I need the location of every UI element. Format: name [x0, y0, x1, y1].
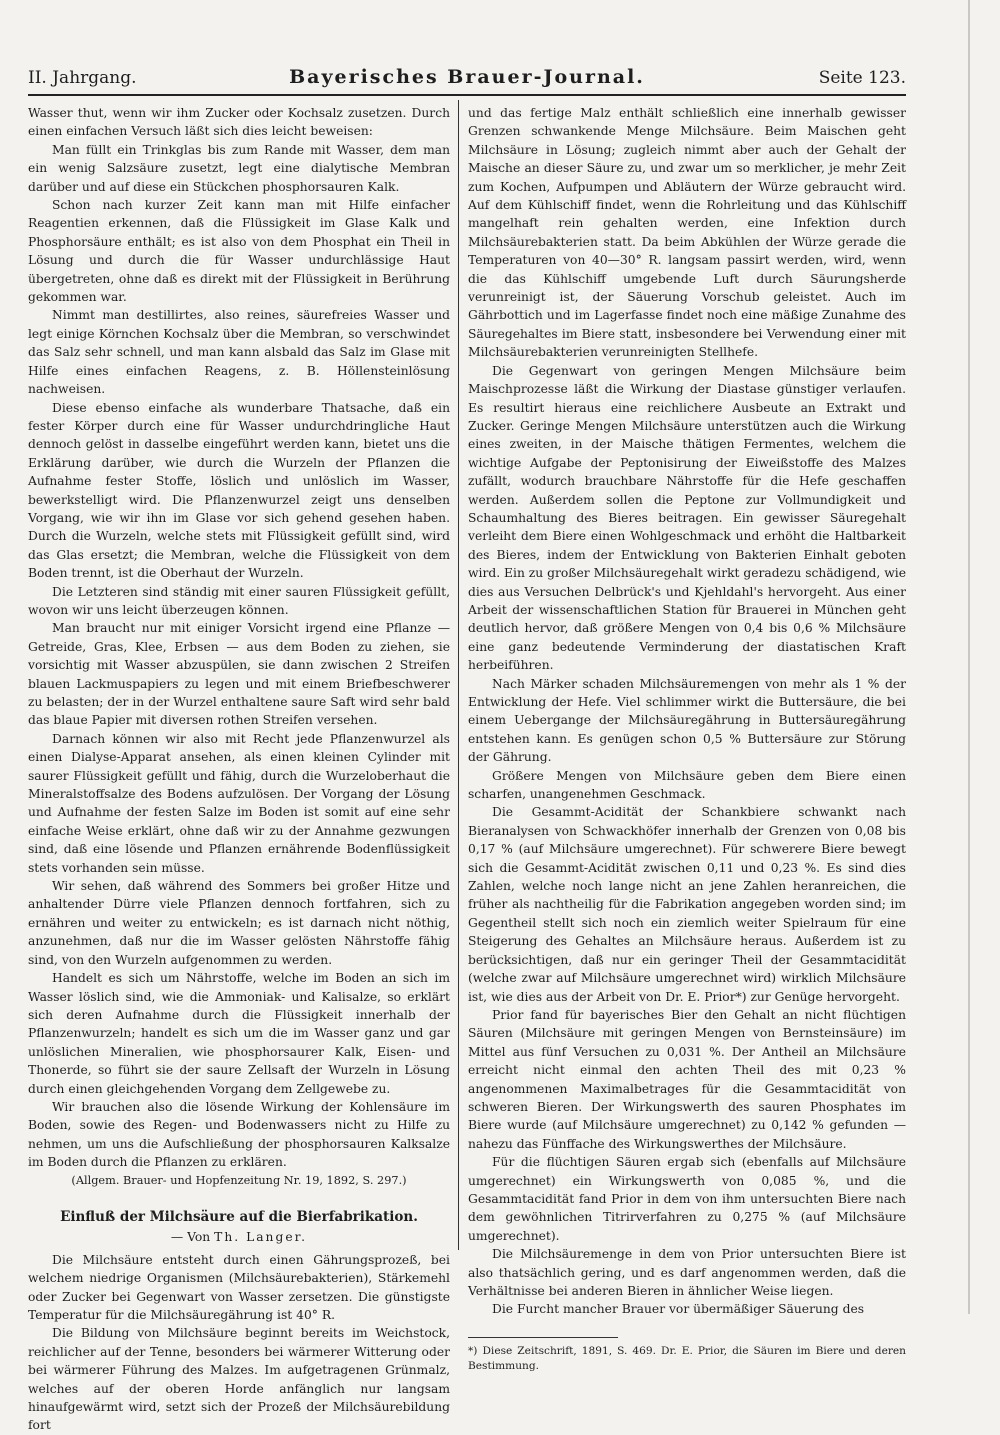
paragraph: Prior fand für bayerisches Bier den Gehalt an nicht flüchtigen Säuren (Milchsäure mit geringen Mengen von Bernsteinsäure) im Mittel aus fünf Versuchen zu 0,031 %. Der Antheil an Milchsäure erreicht nicht einmal den achten Theil des mit 0,23 % angenommenen Maximalbetrages für die Gesammtacidität von schweren Bieren. Der Wirkungswerth des sauren Phosphates im Biere wurde (auf Milchsäure umgerechnet) zu 0,142 % gefunden — nahezu das Fünffache des Wirkungswerthes der Milchsäure. [468, 1007, 906, 1151]
article-title: Einfluß der Milchsäure auf die Bierfabrikation. [60, 1208, 418, 1225]
byline-prefix: — Von [170, 1230, 211, 1245]
footnote-rule [468, 1337, 618, 1338]
paragraph: Größere Mengen von Milchsäure geben dem Biere einen scharfen, unangenehmen Geschmack. [468, 768, 906, 802]
paragraph: Man füllt ein Trinkglas bis zum Rande mit Wasser, dem man ein wenig Salzsäure zusetzt, legt eine dialytische Membran darüber und auf diese ein Stückchen phosphorsauren Kalk. [28, 142, 450, 194]
paragraph: Schon nach kurzer Zeit kann man mit Hilfe einfacher Reagentien erkennen, daß die Flüssigkeit im Glase Kalk und Phosphorsäure enthält; es ist also von dem Phosphat ein Theil in Lösung und durch die für Wasser undurchlässige Haut übergetreten, ohne daß es direkt mit der Flüssigkeit in Berührung gekommen war. [28, 198, 450, 305]
volume-label: II. Jahrgang. [28, 68, 137, 88]
paragraph: Wir brauchen also die lösende Wirkung der Kohlensäure im Boden, sowie des Regen- und Bodenwassers nicht zu Hilfe zu nehmen, um uns die Aufschließung der phosphorsauren Kalksalze im Boden durch die Pflanzen zu erklären. [28, 1099, 450, 1170]
right-column [468, 104, 906, 1372]
page-number: Seite 123. [818, 68, 906, 88]
paragraph: Diese ebenso einfache als wunderbare Thatsache, daß ein fester Körper durch eine für Wasser undurchdringliche Haut dennoch gelöst in dasselbe eingeführt werden kann, bietet uns die Erklärung darüber, wie durch die Wurzeln der Pflanzen die Aufnahme fester Stoffe, löslich und unlöslich im Wasser, bewerkstelligt wird. Die Pflanzenwurzel zeigt uns denselben Vorgang, wie wir ihn im Glase vor sich gehend gesehen haben. Durch die Wurzeln, welche stets mit Flüssigkeit gefüllt sind, wird das Glas ersetzt; die Membran, welche die Flüssigkeit von dem Boden trennt, ist die Oberhaut der Wurzeln. [28, 400, 450, 581]
paragraph: und das fertige Malz enthält schließlich eine innerhalb gewisser Grenzen schwankende Menge Milchsäure. Beim Maischen geht Milchsäure in Lösung; zugleich nimmt aber auch der Gehalt der Maische an dieser Säure zu, und zwar um so merklicher, je mehr Zeit zum Kochen, Aufpumpen und Abläutern der Würze gebraucht wird. Auf dem Kühlschiff findet, wenn die Rohrleitung und das Kühlschiff mangelhaft rein gehalten werden, eine Infektion durch Milchsäurebakterien statt. Da beim Abkühlen der Würze gerade die Temperaturen von 40—30° R. langsam passirt werden, wird, wenn die das Kühlschiff umgebende Luft durch Säurungsherde verunreinigt ist, der Säuerung Vorschub geleistet. Auch im Gährbottich und im Lagerfasse findet noch eine mäßige Zunahme des Säuregehaltes im Biere statt, insbesondere bei Verwendung einer mit Milchsäurebakterien verunreinigten Stellhefe. [468, 106, 906, 360]
paragraph: Die Letzteren sind ständig mit einer sauren Flüssigkeit gefüllt, wovon wir uns leicht überzeugen können. [28, 584, 450, 617]
paragraph: Die Furcht mancher Brauer vor übermäßiger Säuerung des [492, 1302, 865, 1317]
paragraph: Für die flüchtigen Säuren ergab sich (ebenfalls auf Milchsäure umgerechnet) ein Wirkungswerth von 0,085 %, und die Gesammtacidität fand Prior in dem von ihm untersuchten Biere nach dem gewöhnlichen Titrirverfahren zu 0,275 % (auf Milchsäure umgerechnet). [468, 1155, 906, 1243]
paragraph: Die Milchsäuremenge in dem von Prior untersuchten Biere ist also thatsächlich gering, und es darf angenommen werden, daß die Verhältnisse bei anderen Bieren in ähnlicher Weise liegen. [468, 1247, 906, 1298]
paragraph: Die Gegenwart von geringen Mengen Milchsäure beim Maischprozesse läßt die Wirkung der Diastase günstiger verlaufen. Es resultirt hieraus eine reichlichere Ausbeute an Extrakt und Zucker. Geringe Mengen Milchsäure unterstützen auch die Wirkung eines zweiten, in der Maische thätigen Fermentes, welchem die wichtige Aufgabe der Peptonisirung der Eiweißstoffe des Malzes zufällt, wodurch brauchbare Nährstoffe für die Hefe geschaffen werden. Außerdem sollen die Peptone zur Vollmundigkeit und Schaumhaltung des Bieres beitragen. Ein gewisser Säuregehalt verleiht dem Biere einen Wohlgeschmack und erhöht die Haltbarkeit des Bieres, indem der Entwicklung von Bakterien Einhalt geboten wird. Ein zu großer Milchsäuregehalt wirkt geradezu schädigend, wie dies aus Versuchen Delbrück's und Kjehldahl's hervorgeht. Aus einer Arbeit der wissenschaftlichen Station für Brauerei in München geht deutlich hervor, daß größere Mengen von 0,4 bis 0,6 % Milchsäure eine ganz bedeutende Verminderung der diastatischen Kraft herbeiführen. [468, 363, 906, 673]
byline-author: Th. Langer. [214, 1230, 308, 1245]
paragraph: Darnach können wir also mit Recht jede Pflanzenwurzel als einen Dialyse-Apparat ansehen, als einen kleinen Cylinder mit saurer Flüssigkeit gefüllt und fähig, durch die Wurzeloberhaut die Mineralstoffsalze des Bodens aufzulösen. Der Vorgang der Lösung und Aufnahme der festen Salze im Boden ist somit auf eine sehr einfache Weise erklärt, ohne daß wir zu der Annahme gezwungen sind, daß eine lösende und Pflanzen ernährende Bodenflüssigkeit stets vorhanden sein müsse. [28, 731, 450, 875]
paragraph: Nimmt man destillirtes, also reines, säurefreies Wasser und legt einige Körnchen Kochsalz über die Membran, so verschwindet das Salz sehr schnell, und man kann alsbald das Salz im Glase mit Hilfe eines einfachen Reagens, z. B. Höllensteinlösung nachweisen. [28, 308, 450, 397]
journal-title: Bayerisches Brauer-Journal. [289, 66, 645, 88]
paragraph: Handelt es sich um Nährstoffe, welche im Boden an sich im Wasser löslich sind, wie die Ammoniak- und Kalisalze, so erklärt sich deren Aufnahme durch die Flüssigkeit innerhalb der Pflanzenwurzeln; handelt es sich um die im Wasser ganz und gar unlöslichen Mineralien, wie phosphorsaurer Kalk, Eisen- und Thonerde, so führt sie der saure Zellsaft der Wurzeln in Lösung durch einen gleichgehenden Vorgang dem Zellgewebe zu. [28, 971, 450, 1096]
page-header [28, 64, 906, 90]
column-divider [458, 100, 459, 1250]
header-rule [28, 94, 906, 96]
page-edge [968, 0, 970, 1314]
paragraph: Wasser thut, wenn wir ihm Zucker oder Kochsalz zusetzen. Durch einen einfachen Versuch läßt sich dies leicht beweisen: [28, 106, 450, 139]
source-citation: (Allgem. Brauer- und Hopfenzeitung Nr. 19, 1892, S. 297.) [71, 1173, 407, 1187]
paragraph: Die Bildung von Milchsäure beginnt bereits im Weichstock, reichlicher auf der Tenne, besonders bei wärmerer Witterung oder bei wärmerer Führung des Malzes. Im aufgetragenen Grünmalz, welches auf der oberen Horde anfänglich nur langsam hinaufgewärmt wird, setzt sich der Prozeß der Milchsäurebildung fort [28, 1326, 450, 1433]
paragraph: Man braucht nur mit einiger Vorsicht irgend eine Pflanze — Getreide, Gras, Klee, Erbsen — aus dem Boden zu ziehen, sie vorsichtig mit Wasser abzuspülen, sie dann zwischen 2 Streifen blauen Lackmuspapiers zu legen und mit einem Briefbeschwerer zu belasten; der in der Wurzel enthaltene saure Saft wird sehr bald das blaue Papier mit diversen rothen Streifen versehen. [28, 621, 450, 728]
paragraph: Die Gesammt-Acidität der Schankbiere schwankt nach Bieranalysen von Schwackhöfer innerhalb der Grenzen von 0,08 bis 0,17 % (auf Milchsäure umgerechnet). Für schwerere Biere bewegt sich die Gesammt-Acidität zwischen 0,11 und 0,23 %. Es sind dies Zahlen, welche noch lange nicht an jene Zahlen heranreichen, die früher als nachtheilig für die Fabrikation angegeben worden sind; im Gegentheil stellt sich noch ein ziemlich weiter Spielraum für eine Steigerung des Gehaltes an Milchsäure heraus. Außerdem ist zu berücksichtigen, daß nur ein geringer Theil der Gesammtacidität (welche zwar auf Milchsäure umgerechnet wird) wirklich Milchsäure ist, wie dies aus der Arbeit von Dr. E. Prior*) zur Genüge hervorgeht. [468, 805, 906, 1004]
footnote: *) Diese Zeitschrift, 1891, S. 469. Dr. E. Prior, die Säuren im Biere und deren Bestimmung. [468, 1344, 906, 1372]
left-column [28, 104, 450, 1433]
article-byline [28, 1228, 450, 1246]
paragraph: Wir sehen, daß während des Sommers bei großer Hitze und anhaltender Dürre viele Pflanzen dennoch fortfahren, sich zu ernähren und weiter zu entwickeln; es ist darnach nicht nöthig, anzunehmen, daß nur die im Wasser gelösten Nährstoffe fähig sind, von den Wurzeln aufgenommen zu werden. [28, 879, 450, 967]
paragraph: Die Milchsäure entsteht durch einen Gährungsprozeß, bei welchem niedrige Organismen (Milchsäurebakterien), Stärkemehl oder Zucker bei Gegenwart von Wasser zersetzen. Die günstigste Temperatur für die Milchsäuregährung ist 40° R. [28, 1252, 450, 1322]
paragraph: Nach Märker schaden Milchsäuremengen von mehr als 1 % der Entwicklung der Hefe. Viel schlimmer wirkt die Buttersäure, die bei einem Uebergange der Milchsäuregährung in Buttersäuregährung entstehen kann. Es genügen schon 0,5 % Buttersäure zur Störung der Gährung. [468, 676, 906, 765]
